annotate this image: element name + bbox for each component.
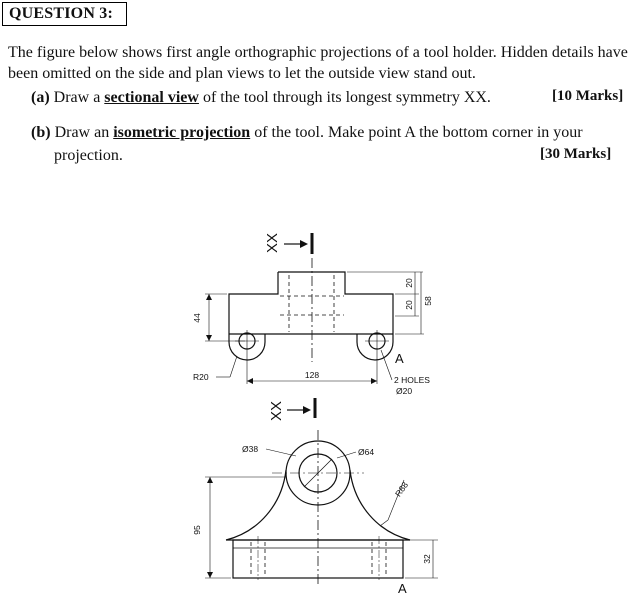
- part-a-emphasis: sectional view: [104, 89, 199, 106]
- dim-32: 32: [422, 554, 432, 564]
- part-a-label: (a): [31, 89, 50, 106]
- point-a-front: A: [395, 351, 404, 366]
- intro-paragraph: The figure below shows first angle orthographic projections of a tool holder. Hidden details have been omitted on the side and plan views to let the outside view stand out.: [8, 44, 628, 82]
- dim-44: 44: [192, 313, 202, 323]
- part-b-text-post: of the tool. Make point A the bottom corner in your: [254, 124, 583, 141]
- dim-r20: R20: [193, 372, 209, 382]
- section-label-top: XX: [264, 232, 281, 254]
- dim-95: 95: [192, 525, 202, 535]
- plan-view: [205, 430, 438, 585]
- part-a-marks: [10 Marks]: [552, 88, 624, 104]
- part-b-text-pre: Draw an: [54, 124, 110, 141]
- section-marker-bottom: [287, 398, 315, 418]
- dim-dia-38: Ø38: [242, 444, 259, 454]
- part-b-label: (b): [31, 124, 51, 141]
- part-a-text-pre: Draw a: [53, 89, 101, 106]
- part-b-emphasis: isometric projection: [113, 124, 251, 141]
- dim-dia-64: Ø64: [358, 447, 375, 457]
- part-b-line2: projection.: [54, 147, 123, 164]
- holes-note-line2: Ø20: [396, 386, 413, 396]
- section-label-bottom: XX: [268, 400, 285, 422]
- part-a-text-post: of the tool through its longest symmetry XX.: [202, 89, 491, 106]
- question-heading: QUESTION 3:: [9, 5, 113, 22]
- holes-note-line1: 2 HOLES: [394, 375, 430, 385]
- section-marker-top: [284, 233, 312, 254]
- dim-r88: R88: [392, 480, 411, 499]
- dim-128: 128: [304, 370, 320, 380]
- part-b-marks: [30 Marks]: [540, 146, 612, 162]
- dim-20-second: 20: [404, 300, 414, 310]
- point-a-plan: A: [398, 581, 407, 596]
- dim-58: 58: [423, 296, 433, 306]
- front-view: [205, 258, 424, 384]
- dim-20-top: 20: [404, 278, 414, 288]
